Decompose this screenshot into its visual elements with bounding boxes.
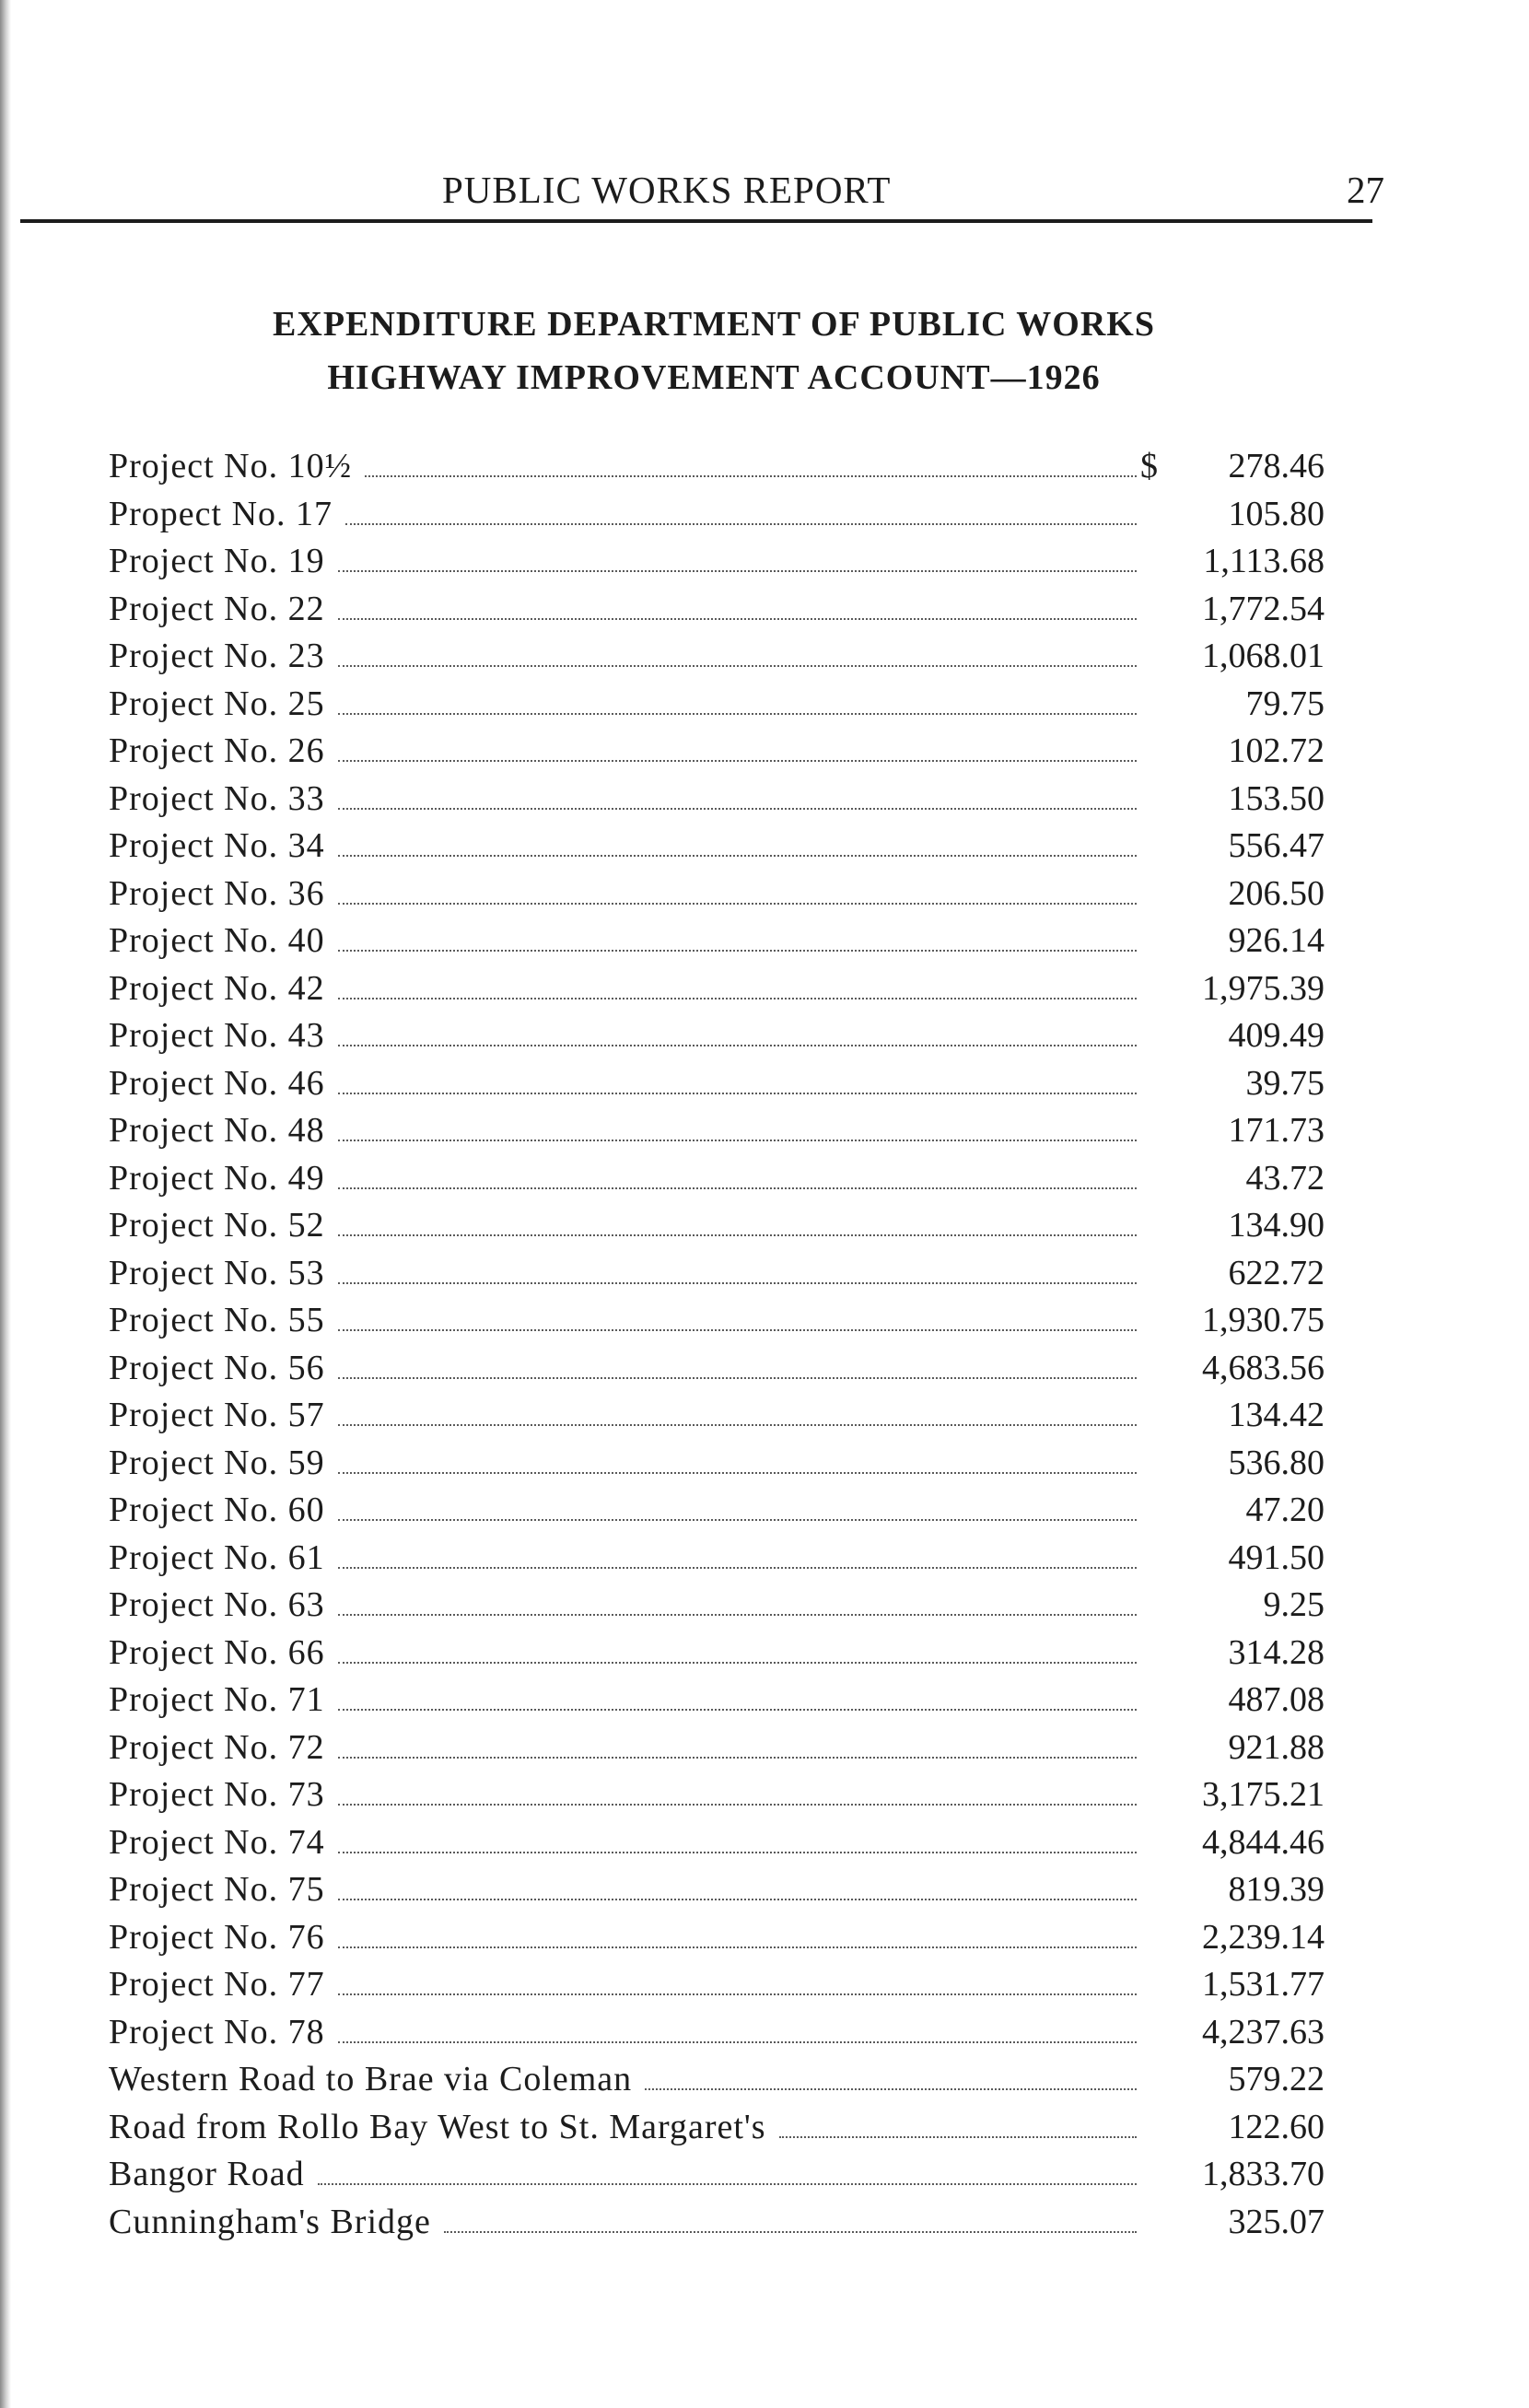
ledger-item-label: Project No. 74	[109, 1822, 325, 1862]
dot-leader	[338, 713, 1137, 715]
ledger-row	[109, 1015, 1325, 1063]
ledger-row	[109, 1537, 1325, 1585]
dot-leader	[338, 1282, 1137, 1284]
ledger-item-label: Propect No. 17	[109, 494, 333, 533]
ledger-row	[109, 1110, 1325, 1158]
dot-leader	[338, 1993, 1137, 1995]
dot-leader	[338, 1424, 1137, 1426]
ledger-item-amount: 622.72	[1228, 1253, 1325, 1292]
ledger-row	[109, 1822, 1325, 1870]
ledger-item-label: Project No. 25	[109, 684, 325, 723]
ledger-row	[109, 1348, 1325, 1396]
dot-leader	[338, 1045, 1137, 1046]
ledger-row	[109, 446, 1325, 494]
ledger-row	[109, 2107, 1325, 2155]
ledger-row	[109, 1632, 1325, 1680]
ledger-item-label: Project No. 55	[109, 1301, 325, 1339]
ledger-item-label: Western Road to Brae via Coleman	[109, 2060, 633, 2098]
ledger-item-amount: 134.42	[1228, 1396, 1325, 1434]
ledger-item-label: Project No. 42	[109, 968, 325, 1008]
ledger-row	[109, 1443, 1325, 1490]
ledger-item-amount: 79.75	[1245, 684, 1325, 723]
ledger-item-amount: 3,175.21	[1202, 1775, 1325, 1814]
ledger-item-label: Cunningham's Bridge	[109, 2202, 431, 2241]
header-rule	[20, 219, 1372, 223]
dot-leader	[645, 2088, 1137, 2090]
ledger-row	[109, 1869, 1325, 1917]
dot-leader	[338, 1519, 1137, 1521]
ledger-row	[109, 1205, 1325, 1253]
dot-leader	[338, 1662, 1137, 1664]
ledger-item-amount: 1,833.70	[1202, 2155, 1325, 2193]
ledger-row	[109, 2202, 1325, 2250]
ledger-item-label: Project No. 59	[109, 1443, 325, 1482]
ledger-row	[109, 920, 1325, 968]
dot-leader	[345, 523, 1137, 525]
dot-leader	[338, 1757, 1137, 1759]
ledger-item-amount: 314.28	[1228, 1632, 1325, 1672]
ledger-item-label: Project No. 57	[109, 1396, 325, 1434]
ledger-row	[109, 778, 1325, 826]
ledger-row	[109, 1300, 1325, 1348]
ledger-item-amount: 1,772.54	[1202, 589, 1325, 628]
dot-leader	[318, 2183, 1137, 2185]
section-subtitle: HIGHWAY IMPROVEMENT ACCOUNT—1926	[327, 358, 1101, 397]
ledger-item-label: Project No. 22	[109, 589, 325, 628]
dot-leader	[338, 1234, 1137, 1236]
ledger-item-label: Project No. 48	[109, 1111, 325, 1150]
dot-leader	[338, 1377, 1137, 1379]
dot-leader	[338, 855, 1137, 857]
ledger-row	[109, 1253, 1325, 1301]
ledger-item-label: Project No. 46	[109, 1063, 325, 1103]
ledger-item-amount: 819.39	[1228, 1870, 1325, 1909]
ledger-item-label: Project No. 60	[109, 1490, 325, 1529]
ledger-item-label: Project No. 77	[109, 1965, 325, 2004]
ledger-item-amount: 206.50	[1228, 873, 1325, 913]
dot-leader	[338, 950, 1137, 952]
ledger-row	[109, 1063, 1325, 1111]
dot-leader	[338, 998, 1137, 999]
ledger-row	[109, 589, 1325, 637]
dot-leader	[338, 570, 1137, 572]
ledger-item-amount: 39.75	[1245, 1063, 1325, 1103]
ledger-row	[109, 873, 1325, 921]
ledger-row	[109, 2059, 1325, 2107]
ledger-item-amount: 1,068.01	[1202, 637, 1325, 675]
ledger-row	[109, 1727, 1325, 1775]
ledger-item-label: Project No. 63	[109, 1585, 325, 1624]
dot-leader	[338, 1472, 1137, 1474]
ledger-item-amount: 579.22	[1228, 2060, 1325, 2098]
ledger-item-amount: 102.72	[1228, 731, 1325, 770]
ledger-item-label: Project No. 49	[109, 1158, 325, 1198]
ledger-item-label: Project No. 73	[109, 1775, 325, 1814]
ledger-item-label: Road from Rollo Bay West to St. Margaret's	[109, 2107, 766, 2146]
ledger-row	[109, 636, 1325, 684]
ledger-item-label: Project No. 71	[109, 1680, 325, 1719]
ledger-item-amount: 1,975.39	[1202, 968, 1325, 1008]
ledger-row	[109, 2012, 1325, 2060]
ledger-item-label: Project No. 66	[109, 1632, 325, 1672]
ledger-item-label: Project No. 78	[109, 2012, 325, 2051]
ledger-item-amount: 926.14	[1228, 921, 1325, 960]
ledger-row	[109, 968, 1325, 1016]
dot-leader	[338, 760, 1137, 762]
ledger-row	[109, 1917, 1325, 1965]
ledger-item-label: Bangor Road	[109, 2155, 305, 2193]
ledger-item-label: Project No. 52	[109, 1206, 325, 1245]
ledger-item-label: Project No. 56	[109, 1348, 325, 1387]
dot-leader	[365, 475, 1137, 477]
page-number: 27	[1347, 169, 1384, 211]
dot-leader	[338, 2041, 1137, 2043]
dot-leader	[338, 1852, 1137, 1853]
ledger-item-amount: 536.80	[1228, 1443, 1325, 1482]
ledger-item-label: Project No. 53	[109, 1253, 325, 1292]
ledger-item-label: Project No. 10½	[109, 447, 353, 485]
dot-leader	[338, 1093, 1137, 1094]
ledger-row	[109, 1490, 1325, 1537]
ledger-item-amount: 122.60	[1228, 2107, 1325, 2146]
ledger-item-label: Project No. 76	[109, 1917, 325, 1957]
ledger-item-amount: 325.07	[1228, 2202, 1325, 2241]
dot-leader	[338, 1140, 1137, 1141]
ledger-item-label: Project No. 75	[109, 1870, 325, 1909]
ledger-item-amount: 1,930.75	[1202, 1301, 1325, 1339]
ledger-item-amount: 1,531.77	[1202, 1965, 1325, 2004]
ledger-row	[109, 731, 1325, 778]
ledger-item-label: Project No. 19	[109, 542, 325, 580]
expenditure-ledger	[109, 446, 1325, 2249]
ledger-row	[109, 1964, 1325, 2012]
ledger-item-amount: 153.50	[1228, 778, 1325, 818]
ledger-item-amount: 4,683.56	[1202, 1348, 1325, 1387]
ledger-item-label: Project No. 72	[109, 1727, 325, 1767]
dot-leader	[338, 1709, 1137, 1711]
ledger-item-label: Project No. 34	[109, 826, 325, 865]
ledger-item-amount: 171.73	[1228, 1111, 1325, 1150]
dot-leader	[338, 665, 1137, 667]
ledger-item-amount: 556.47	[1228, 826, 1325, 865]
dot-leader	[338, 1804, 1137, 1806]
dot-leader	[338, 1187, 1137, 1189]
ledger-item-amount: 2,239.14	[1202, 1917, 1325, 1957]
ledger-item-label: Project No. 61	[109, 1537, 325, 1577]
section-title: EXPENDITURE DEPARTMENT OF PUBLIC WORKS	[273, 305, 1155, 344]
ledger-item-amount: 1,113.68	[1203, 542, 1325, 580]
ledger-row	[109, 494, 1325, 542]
dot-leader	[338, 1614, 1137, 1616]
running-title: PUBLIC WORKS REPORT	[442, 169, 892, 211]
ledger-item-label: Project No. 40	[109, 921, 325, 960]
dot-leader	[338, 808, 1137, 810]
ledger-item-amount: 487.08	[1228, 1680, 1325, 1719]
ledger-item-amount: 921.88	[1228, 1727, 1325, 1767]
ledger-row	[109, 1395, 1325, 1443]
dot-leader	[338, 618, 1137, 620]
currency-symbol: $	[1140, 447, 1158, 485]
ledger-item-amount: 278.46	[1228, 447, 1325, 485]
dot-leader	[338, 1899, 1137, 1900]
ledger-item-amount: 4,237.63	[1202, 2012, 1325, 2051]
ledger-row	[109, 1679, 1325, 1727]
ledger-row	[109, 541, 1325, 589]
ledger-item-amount: 9.25	[1263, 1585, 1325, 1624]
dot-leader	[779, 2136, 1137, 2138]
ledger-row	[109, 1774, 1325, 1822]
dot-leader	[338, 1946, 1137, 1948]
dot-leader	[338, 903, 1137, 905]
ledger-item-amount: 134.90	[1228, 1206, 1325, 1245]
ledger-item-label: Project No. 23	[109, 637, 325, 675]
running-head	[0, 168, 1529, 214]
ledger-item-label: Project No. 43	[109, 1016, 325, 1055]
ledger-item-amount: 4,844.46	[1202, 1822, 1325, 1862]
ledger-row	[109, 825, 1325, 873]
ledger-row	[109, 1158, 1325, 1206]
ledger-row	[109, 2154, 1325, 2202]
dot-leader	[338, 1329, 1137, 1331]
ledger-row	[109, 1584, 1325, 1632]
dot-leader	[338, 1567, 1137, 1569]
ledger-row	[109, 684, 1325, 731]
ledger-item-label: Project No. 33	[109, 778, 325, 818]
dot-leader	[444, 2231, 1137, 2233]
ledger-item-label: Project No. 36	[109, 873, 325, 913]
ledger-item-amount: 491.50	[1228, 1537, 1325, 1577]
ledger-item-amount: 105.80	[1228, 494, 1325, 533]
ledger-item-label: Project No. 26	[109, 731, 325, 770]
ledger-item-amount: 409.49	[1228, 1016, 1325, 1055]
ledger-item-amount: 47.20	[1245, 1490, 1325, 1529]
ledger-item-amount: 43.72	[1245, 1158, 1325, 1198]
